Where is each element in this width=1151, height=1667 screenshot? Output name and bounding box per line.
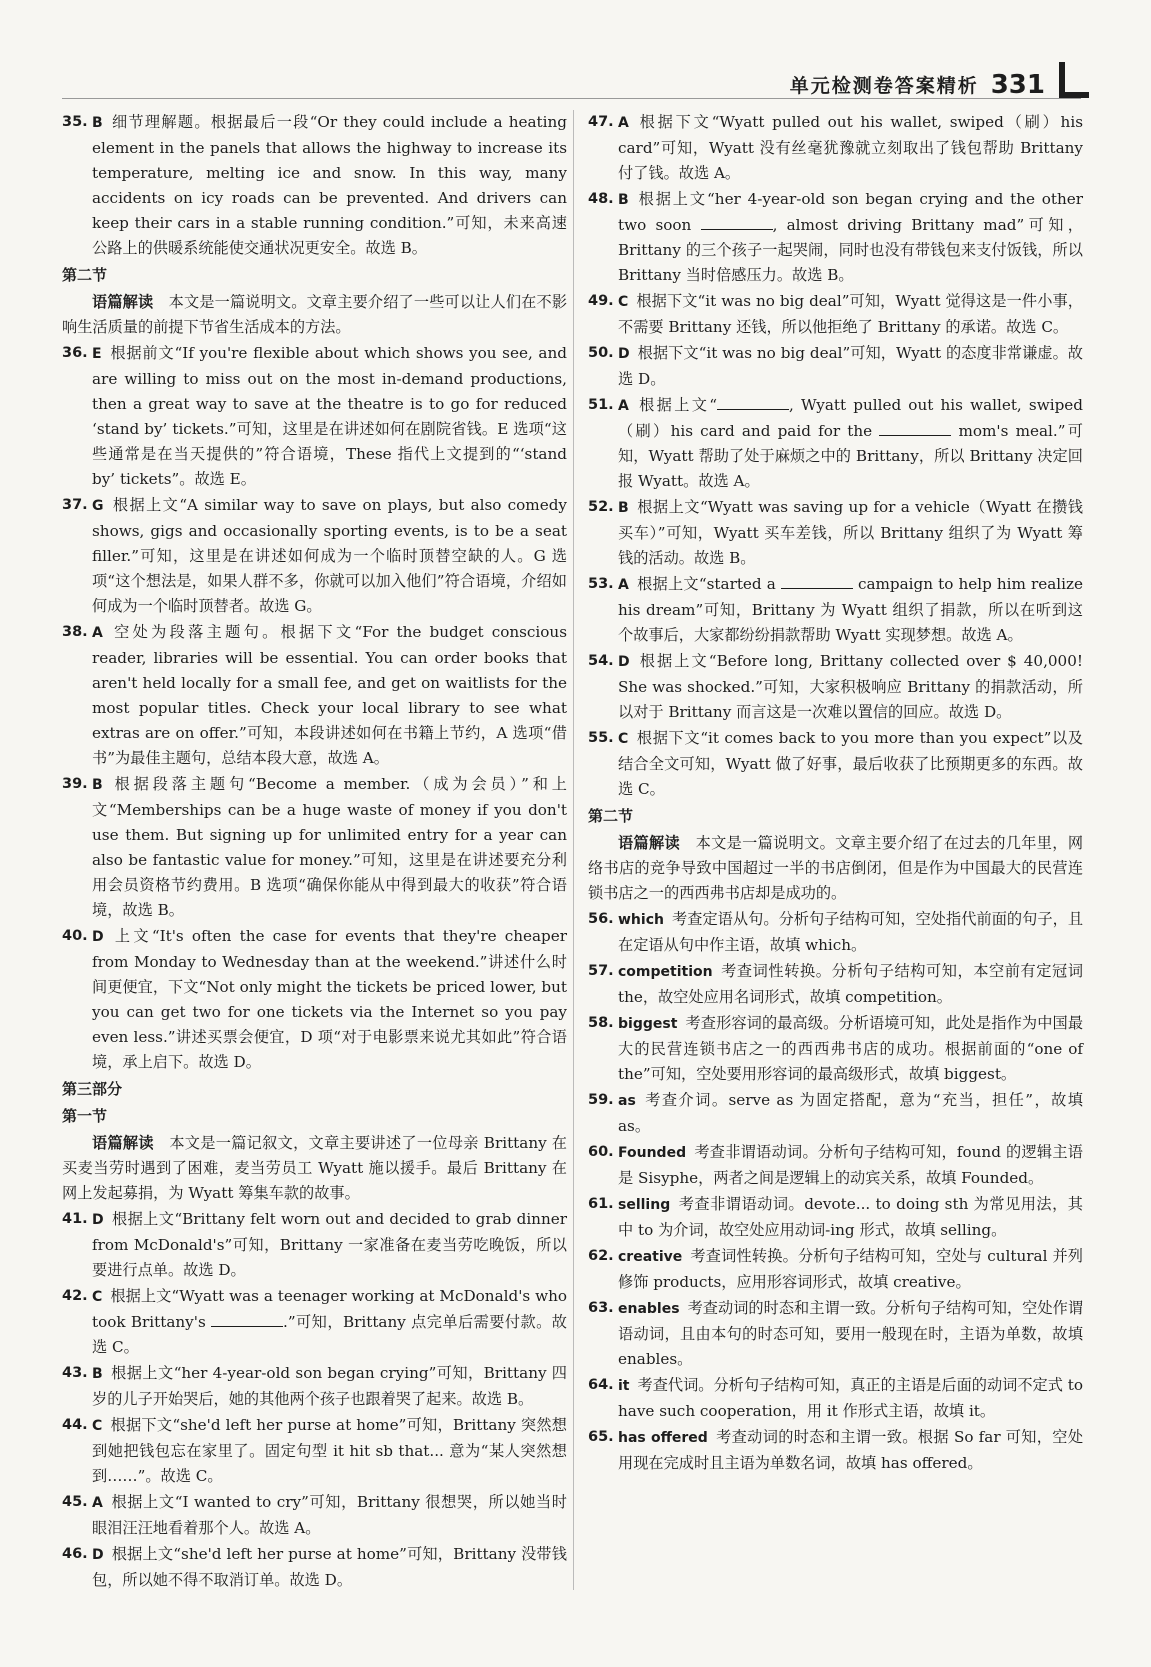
answer-key: enables xyxy=(618,1301,680,1317)
answer-item xyxy=(62,1413,567,1489)
answer-item xyxy=(62,1207,567,1283)
answer-item xyxy=(62,341,567,492)
answer-item xyxy=(62,924,567,1075)
explanation-text: mom's meal.”可知，Wyatt 帮助了处于麻烦之中的 Brittany，所以 Brittany 决定回报 Wyatt。故选 A。 xyxy=(618,422,1083,490)
question-number: 55. xyxy=(588,730,614,746)
page-number: 331 xyxy=(990,70,1045,100)
summary-label: 语篇解读 xyxy=(92,293,154,311)
explanation-text: 本文是一篇记叙文，文章主要讲述了一位母亲 Brittany 在买麦当劳时遇到了困难，麦当劳员工 Wyatt 施以援手。最后 Brittany 在网上发起募捐，为 Wyatt 筹集车款的故事。 xyxy=(62,1134,567,1202)
explanation-text: 考查词性转换。分析句子结构可知，本空前有定冠词 the，故空处应用名词形式，故填 competition。 xyxy=(618,962,1083,1006)
answer-item xyxy=(62,1490,567,1541)
question-number: 38. xyxy=(62,624,88,640)
section-title: 单元检测卷答案精析 xyxy=(789,75,979,97)
explanation-text: 考查代词。分析句子结构可知，真正的主语是后面的动词不定式 to have such cooperation，用 it 作形式主语，故填 it。 xyxy=(618,1376,1083,1420)
section-heading: 第二节 xyxy=(588,807,634,825)
answer-key: B xyxy=(92,777,103,793)
question-number: 39. xyxy=(62,776,88,792)
answer-key: C xyxy=(92,1289,103,1305)
answer-key: B xyxy=(618,192,629,208)
explanation-text: 根据上文“Wyatt was a teenager working at McDonald's who took Brittany's xyxy=(92,1287,567,1331)
answer-key: D xyxy=(92,929,104,945)
question-number: 46. xyxy=(62,1546,88,1562)
question-number: 58. xyxy=(588,1015,614,1031)
explanation-text: 根据上文“she'd left her purse at home”可知，Brittany 没带钱包，所以她不得不取消订单。故选 D。 xyxy=(92,1545,567,1589)
answer-item xyxy=(588,726,1083,802)
question-number: 43. xyxy=(62,1365,88,1381)
question-number: 57. xyxy=(588,963,614,979)
answer-item xyxy=(62,620,567,771)
explanation-text: 根据上文“started a xyxy=(636,575,781,593)
question-number: 41. xyxy=(62,1211,88,1227)
answer-key: C xyxy=(92,1418,103,1434)
answer-item xyxy=(62,110,567,261)
explanation-text: 根据下文“she'd left her purse at home”可知，Brittany 突然想到她把钱包忘在家里了。固定句型 it hit sb that... 意为“某人突然想到……”。故选 C。 xyxy=(92,1416,567,1485)
question-number: 61. xyxy=(588,1196,614,1212)
explanation-text: 根据段落主题句“Become a member.（成为会员）”和上文“Memberships can be a huge waste of money if you don't use them. But signing up for unlimited entry for a year can also be fantastic value for money.”可知，这里是在讲述要充分利用会员资格节约费用。B 选项“确保你能从中得到最大的收获”符合语境，故选 B。 xyxy=(92,775,567,919)
passage-summary xyxy=(62,290,567,340)
answer-key: C xyxy=(618,731,629,747)
explanation-text: 根据下文“it was no big deal”可知，Wyatt 的态度非常谦虚。故选 D。 xyxy=(618,344,1083,388)
passage-summary xyxy=(62,1131,567,1206)
explanation-text: 细节理解题。根据最后一段“Or they could include a heating element in the panels that allows the highway to increase its temperature, melting ice and snow. In this way, many accidents on icy roads can be prevented. And drivers can keep their cars in a stable running condition.”可知，未来高速公路上的供暖系统能使交通状况更安全。故选 B。 xyxy=(92,113,567,257)
explanation-text: 考查形容词的最高级。分析语境可知，此处是指作为中国最大的民营连锁书店之一的西西弗书店的成功。根据前面的“one of the”可知，空处要用形容词的最高级形式，故填 biggest。 xyxy=(618,1014,1083,1083)
question-number: 64. xyxy=(588,1377,614,1393)
explanation-text: campaign to help him realize his dream”可知，Brittany 为 Wyatt 组织了捐款，所以在听到这个故事后，大家都纷纷捐款帮助 Wyatt 实现梦想。故选 A。 xyxy=(618,575,1083,644)
answer-key: D xyxy=(92,1212,104,1228)
answer-item xyxy=(588,1011,1083,1087)
answer-item xyxy=(588,110,1083,186)
answer-blank xyxy=(879,421,951,436)
explanation-text: 根据上文“A similar way to save on plays, but also comedy shows, gigs and occasionally sporting events, is to be a seat filler.”可知，这里是在讲述如何成为一个临时顶替空缺的人。G 选项“这个想法是，如果人群不多，你就可以加入他们”符合语境，介绍如何成为一个临时顶替者。故选 G。 xyxy=(92,496,567,615)
answer-item xyxy=(62,1361,567,1412)
answer-key: D xyxy=(618,654,630,670)
answer-item xyxy=(588,289,1083,340)
answer-item xyxy=(588,1296,1083,1372)
answer-key: D xyxy=(92,1547,104,1563)
explanation-text: 根据上文“Brittany felt worn out and decided to grab dinner from McDonald's”可知，Brittany 一家准备在麦当劳吃晚饭，所以要进行点单。故选 D。 xyxy=(92,1210,567,1279)
answer-item xyxy=(588,1192,1083,1243)
question-number: 48. xyxy=(588,191,614,207)
explanation-text: 考查介词。serve as 为固定搭配，意为“充当，担任”，故填 as。 xyxy=(618,1091,1083,1135)
answer-item xyxy=(588,393,1083,494)
answer-item xyxy=(62,1284,567,1360)
question-number: 62. xyxy=(588,1248,614,1264)
explanation-text: 根据下文“it comes back to you more than you expect”以及结合全文可知，Wyatt 做了好事，最后收获了比预期更多的东西。故选 C。 xyxy=(618,729,1083,798)
explanation-text: , Wyatt pulled out his wallet, swiped（刷）his card and paid for the xyxy=(618,396,1083,440)
summary-label: 语篇解读 xyxy=(92,1134,154,1152)
answer-key: A xyxy=(618,577,629,593)
explanation-text: 考查动词的时态和主谓一致。根据 So far 可知，空处用现在完成时且主语为单数名词，故填 has offered。 xyxy=(618,1428,1084,1472)
answer-item xyxy=(588,1425,1083,1476)
explanation-text: 根据上文“Wyatt was saving up for a vehicle（Wyatt 在攒钱买车）”可知，Wyatt 买车差钱，所以 Brittany 组织了为 Wyatt 筹钱的活动。故选 B。 xyxy=(618,498,1083,567)
answer-item xyxy=(588,1088,1083,1139)
answer-blank xyxy=(781,574,853,589)
question-number: 40. xyxy=(62,928,88,944)
explanation-text: 考查定语从句。分析句子结构可知，空处指代前面的句子，且在定语从句中作主语，故填 which。 xyxy=(618,910,1083,954)
summary-label: 语篇解读 xyxy=(618,834,681,852)
question-number: 63. xyxy=(588,1300,614,1316)
answer-key: A xyxy=(618,398,629,414)
answer-key: B xyxy=(618,500,629,516)
passage-summary xyxy=(588,831,1083,906)
explanation-text: 本文是一篇说明文。文章主要介绍了在过去的几年里，网络书店的竞争导致中国超过一半的书店倒闭，但是作为中国最大的民营连锁书店之一的西西弗书店却是成功的。 xyxy=(588,834,1084,902)
explanation-text: 空处为段落主题句。根据下文“For the budget conscious reader, libraries will be essential. You can order books that aren't held locally for a small fee, and get on waitlists for the most popular titles. Check your local library to see what extras are on offer.”可知，本段讲述如何在书籍上节约，A 选项“借书”为最佳主题句，总结本段大意，故选 A。 xyxy=(92,623,567,767)
question-number: 59. xyxy=(588,1092,614,1108)
answer-blank xyxy=(211,1312,283,1327)
question-number: 60. xyxy=(588,1144,614,1160)
explanation-text: 上文“It's often the case for events that they're cheaper from Monday to Wednesday than at the weekend.”讲述什么时间更便宜，下文“Not only might the tickets be priced lower, but you can get two for one tickets via the Internet so you pay even less.”讲述买票会便宜，D 项“对于电影票来说尤其如此”符合语境，承上启下。故选 D。 xyxy=(92,927,567,1071)
answer-item xyxy=(588,1140,1083,1191)
explanation-text: 根据上文“her 4-year-old son began crying”可知，Brittany 四岁的儿子开始哭后，她的其他两个孩子也跟着哭了起来。故选 B。 xyxy=(92,1364,567,1408)
answer-key: competition xyxy=(618,964,713,980)
question-number: 54. xyxy=(588,653,614,669)
right-column xyxy=(588,110,1083,1590)
answer-key: A xyxy=(92,1495,103,1511)
section-heading: 第三部分 xyxy=(62,1080,123,1098)
explanation-text: 考查非谓语动词。devote... to doing sth 为常见用法，其中 to 为介词，故空处应用动词-ing 形式，故填 selling。 xyxy=(618,1195,1083,1239)
question-number: 51. xyxy=(588,397,614,413)
explanation-text: 考查动词的时态和主谓一致。分析句子结构可知，空处作谓语动词，且由本句的时态可知，要用一般现在时，主语为单数，故填 enables。 xyxy=(618,1299,1083,1368)
answer-item xyxy=(588,572,1083,648)
answer-item xyxy=(62,493,567,619)
explanation-text: 考查非谓语动词。分析句子结构可知，found 的逻辑主语是 Sisyphe，两者之间是逻辑上的动宾关系，故填 Founded。 xyxy=(618,1143,1083,1187)
answer-key: as xyxy=(618,1093,636,1109)
answer-key: C xyxy=(618,294,629,310)
section-heading: 第二节 xyxy=(62,266,108,284)
explanation-text: 本文是一篇说明文。文章主要介绍了一些可以让人们在不影响生活质量的前提下节省生活成本的方法。 xyxy=(62,293,568,336)
question-number: 53. xyxy=(588,576,614,592)
answer-key: A xyxy=(618,115,629,131)
answer-item xyxy=(588,1373,1083,1424)
explanation-text: 考查词性转换。分析句子结构可知，空处与 cultural 并列修饰 products，应用形容词形式，故填 creative。 xyxy=(618,1247,1083,1291)
question-number: 42. xyxy=(62,1288,88,1304)
answer-item xyxy=(588,341,1083,392)
answer-key: it xyxy=(618,1378,630,1394)
question-number: 45. xyxy=(62,1494,88,1510)
question-number: 56. xyxy=(588,911,614,927)
answer-key: biggest xyxy=(618,1016,678,1032)
answer-item xyxy=(588,649,1083,725)
answer-key: creative xyxy=(618,1249,683,1265)
explanation-text: 根据下文“it was no big deal”可知，Wyatt 觉得这是一件小事，不需要 Brittany 还钱，所以他拒绝了 Brittany 的承诺。故选 C。 xyxy=(618,292,1083,336)
answer-key: which xyxy=(618,912,664,928)
answer-key: A xyxy=(92,625,103,641)
question-number: 65. xyxy=(588,1429,614,1445)
question-number: 47. xyxy=(588,114,614,130)
answer-item xyxy=(588,187,1083,288)
answer-item xyxy=(588,1244,1083,1295)
answer-key: B xyxy=(92,1366,103,1382)
answer-key: Founded xyxy=(618,1145,687,1161)
question-number: 36. xyxy=(62,345,88,361)
answer-item xyxy=(588,959,1083,1010)
explanation-text: 根据下文“Wyatt pulled out his wallet, swiped（刷）his card”可知，Wyatt 没有丝毫犹豫就立刻取出了钱包帮助 Brittany 付了钱。故选 A。 xyxy=(618,113,1083,182)
question-number: 37. xyxy=(62,497,88,513)
explanation-text: 根据上文“ xyxy=(636,396,717,414)
answer-key: B xyxy=(92,115,103,131)
answer-key: G xyxy=(92,498,104,514)
explanation-text: , almost driving Brittany mad”可知，Brittany 的三个孩子一起哭闹，同时也没有带钱包来支付饭钱，所以 Brittany 当时倍感压力。故选 B。 xyxy=(618,216,1083,284)
answer-key: E xyxy=(92,346,102,362)
answer-blank xyxy=(717,395,789,410)
answer-key: D xyxy=(618,346,630,362)
question-number: 50. xyxy=(588,345,614,361)
question-number: 52. xyxy=(588,499,614,515)
answer-item xyxy=(588,907,1083,958)
answer-key: selling xyxy=(618,1197,671,1213)
corner-mark xyxy=(1059,62,1089,98)
column-divider xyxy=(573,110,574,1590)
answer-item xyxy=(588,495,1083,571)
answer-item xyxy=(62,772,567,923)
answer-item xyxy=(62,1542,567,1593)
explanation-text: 根据上文“her 4-year-old son began crying and the other two soon xyxy=(618,190,1083,234)
explanation-text: 根据前文“If you're flexible about which shows you see, and are willing to miss out on the most in-demand productions, then a great way to save at the theatre is to go for reduced ‘stand by’ tickets.”可知，这里是在讲述如何在剧院省钱。E 选项“这些通常是在当天提供的”符合语境，These 指代上文提到的“‘stand by’ tickets”。故选 E。 xyxy=(92,344,567,488)
section-heading: 第一节 xyxy=(62,1107,108,1125)
explanation-text: .”可知，Brittany 点完单后需要付款。故选 C。 xyxy=(92,1313,567,1356)
question-number: 49. xyxy=(588,293,614,309)
explanation-text: 根据上文“I wanted to cry”可知，Brittany 很想哭，所以她当时眼泪汪汪地看着那个人。故选 A。 xyxy=(92,1493,567,1537)
header-rule xyxy=(62,98,1081,99)
question-number: 44. xyxy=(62,1417,88,1433)
left-column xyxy=(62,110,567,1590)
explanation-text: 根据上文“Before long, Brittany collected over $ 40,000! She was shocked.”可知，大家积极响应 Brittany 的捐款活动，所以对于 Brittany 而言这是一次难以置信的回应。故选 D。 xyxy=(618,652,1083,721)
answer-blank xyxy=(701,215,773,230)
answer-key: has offered xyxy=(618,1430,708,1446)
page-header xyxy=(790,58,1089,98)
question-number: 35. xyxy=(62,114,88,130)
